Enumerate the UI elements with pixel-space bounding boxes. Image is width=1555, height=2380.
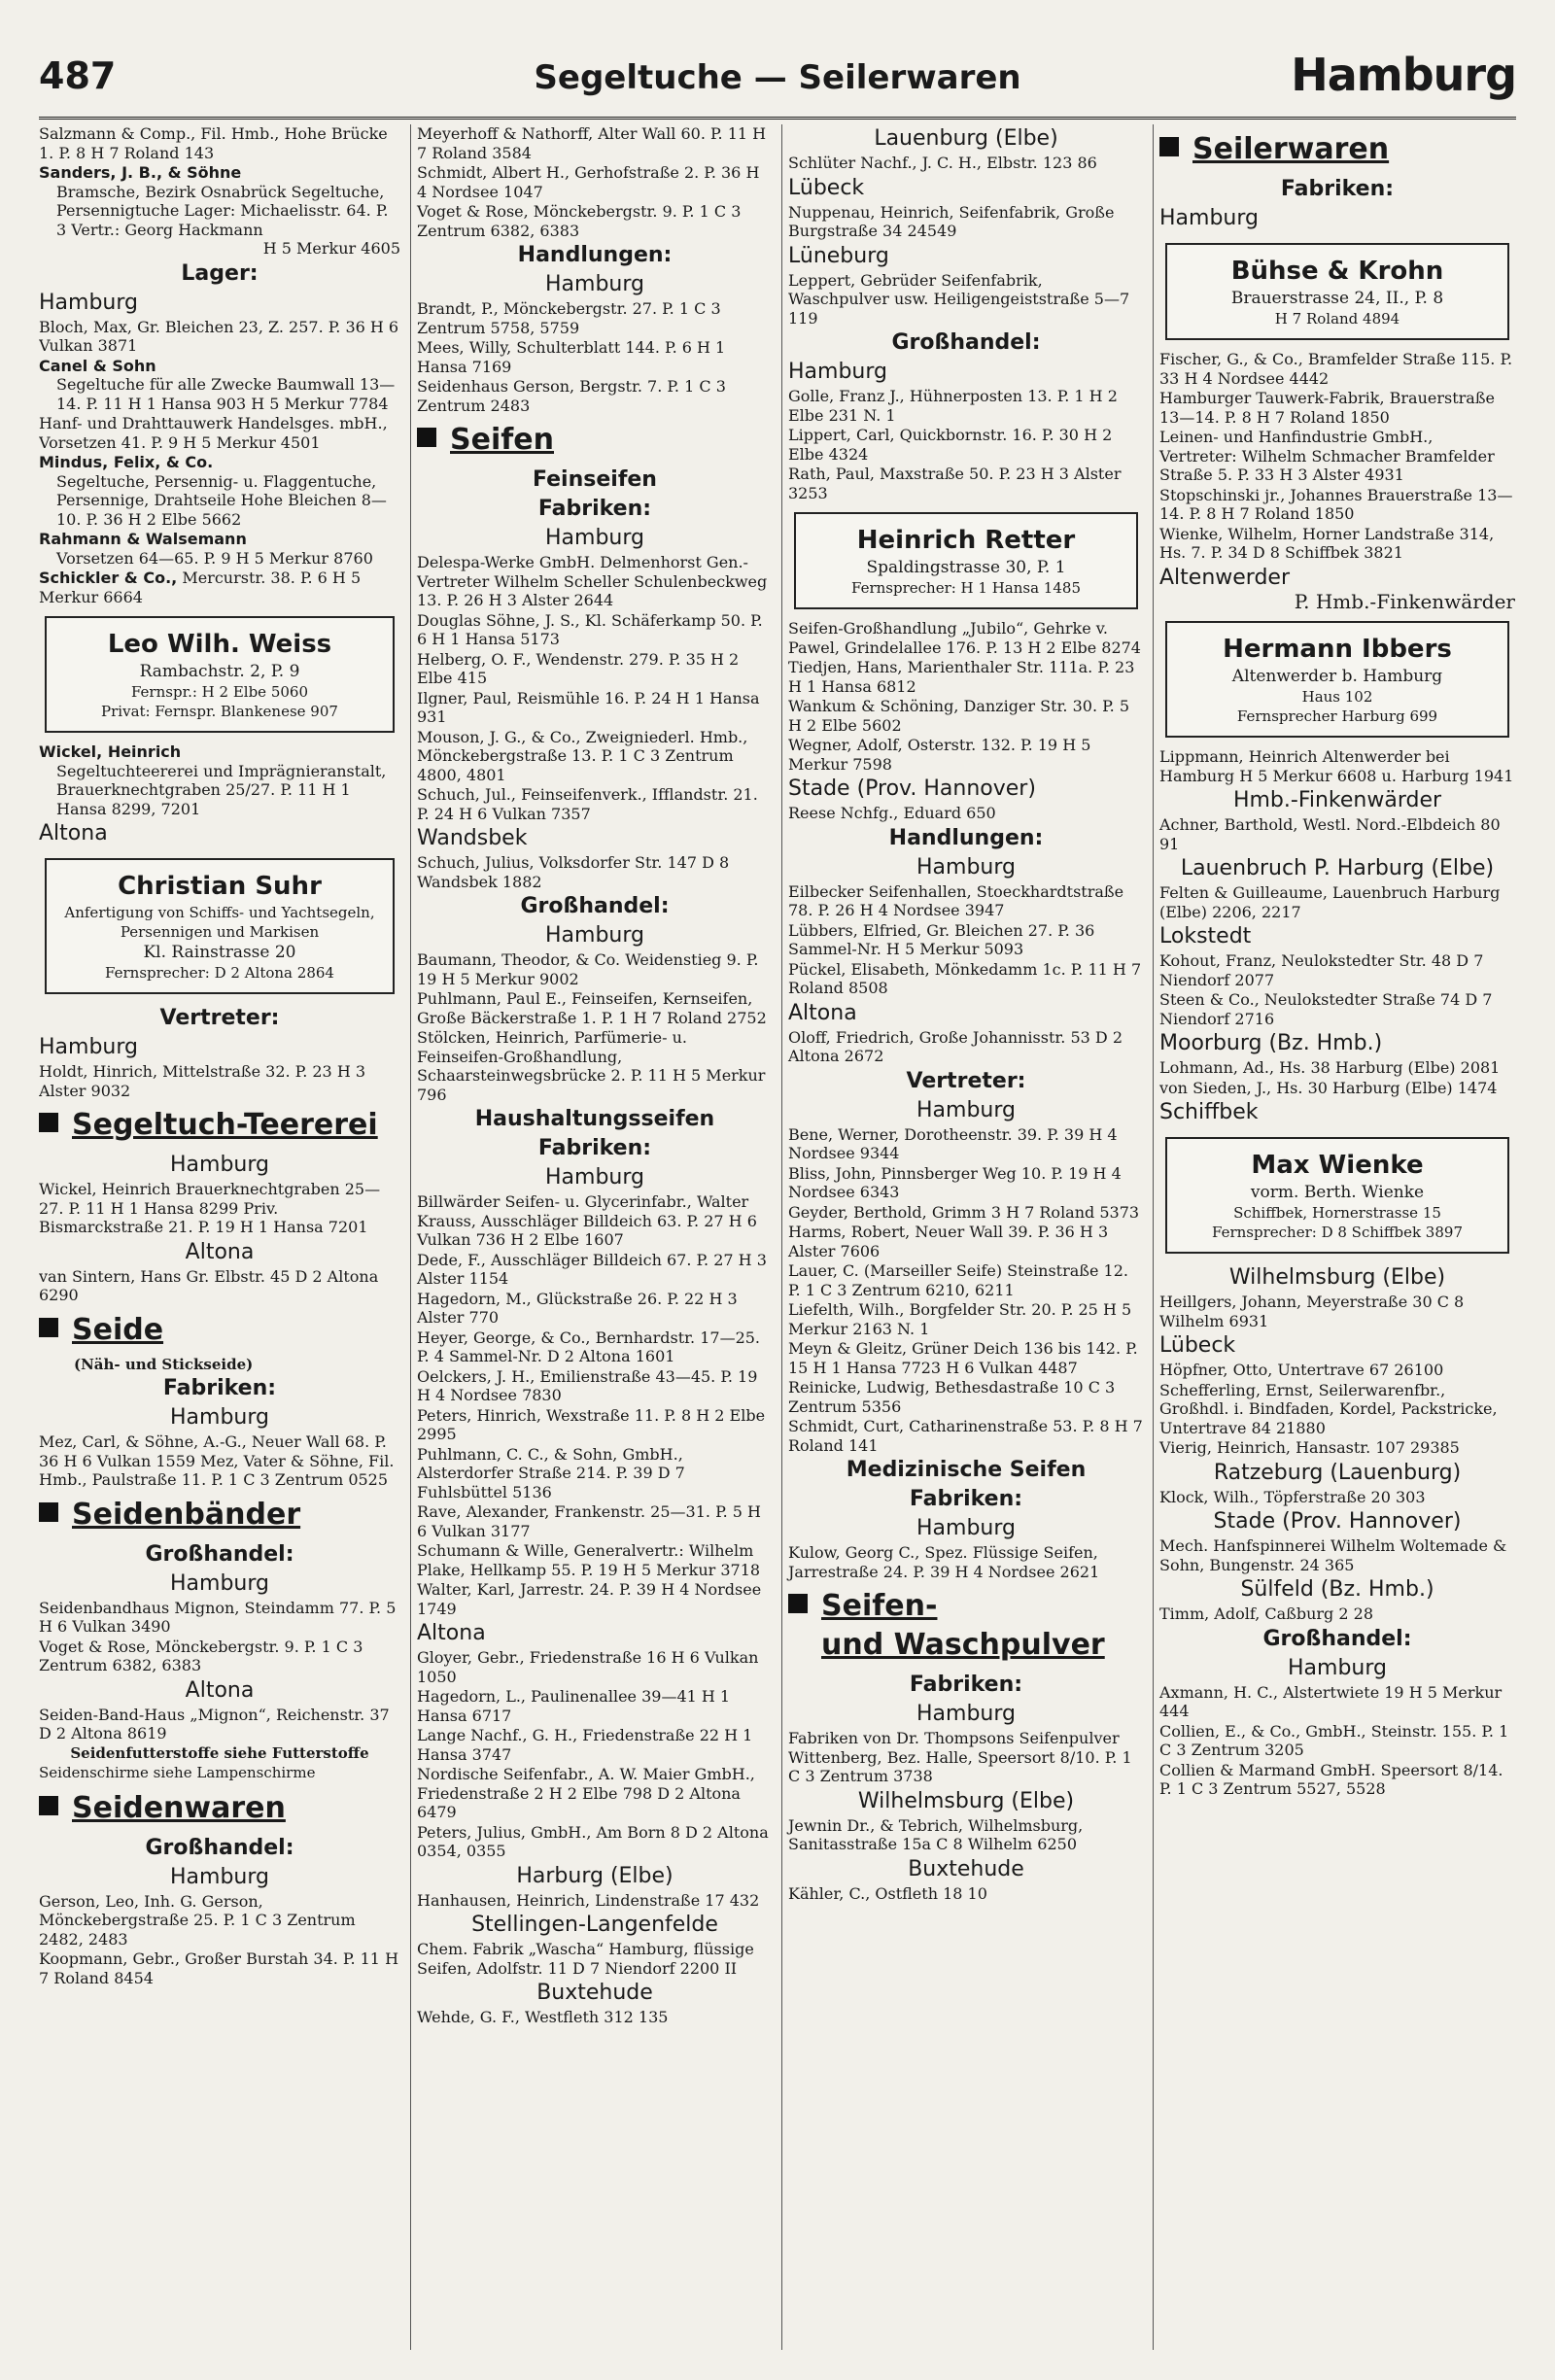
list-item: van Sintern, Hans Gr. Elbstr. 45 D 2 Altona 6290 bbox=[39, 1266, 379, 1304]
subheading: Fabriken: bbox=[909, 1673, 1023, 1697]
subheading: Fabriken: bbox=[162, 1376, 277, 1400]
entry-name: Sanders, J. B., & Söhne bbox=[39, 163, 242, 182]
advert-private: Privat: Fernspr. Blankenese 907 bbox=[101, 703, 338, 720]
list-item: Wehde, G. F., Westfleth 312 135 bbox=[417, 2008, 669, 2026]
list-item: Brandt, P., Mönckebergstr. 27. P. 1 C 3 Zentrum 5758, 5759 bbox=[417, 299, 721, 337]
list-item: Hagedorn, L., Paulinenallee 39—41 H 1 Hansa 6717 bbox=[417, 1687, 731, 1725]
entry-name: Wickel, Heinrich bbox=[39, 742, 182, 761]
place-heading: Schiffbek bbox=[1159, 1100, 1259, 1124]
place-heading: Sülfeld (Bz. Hmb.) bbox=[1240, 1577, 1434, 1602]
square-bullet-icon bbox=[39, 1502, 58, 1522]
list-item: Kulow, Georg C., Spez. Flüssige Seifen, Jarrestraße 24. P. 39 H 4 Nordsee 2621 bbox=[788, 1543, 1100, 1581]
place-heading: Lübeck bbox=[788, 175, 865, 200]
advert-name: Hermann Ibbers bbox=[1223, 635, 1452, 664]
list-item: Lange Nachf., G. H., Friedenstraße 22 H 1 Hansa 3747 bbox=[417, 1726, 753, 1764]
page-number: 487 bbox=[39, 54, 117, 97]
subheading: Haushaltungsseifen bbox=[474, 1107, 715, 1131]
list-item: Rath, Paul, Maxstraße 50. P. 23 H 3 Alster 3253 bbox=[788, 465, 1122, 502]
list-item bbox=[39, 453, 400, 529]
list-item: Oloff, Friedrich, Große Johannisstr. 53 D 2 Altona 2672 bbox=[788, 1027, 1123, 1065]
subheading: Medizinische Seifen bbox=[846, 1458, 1087, 1482]
list-item: Vierig, Heinrich, Hansastr. 107 29385 bbox=[1159, 1438, 1460, 1457]
advert-address: Schiffbek, Hornerstrasse 15 bbox=[1233, 1204, 1441, 1222]
list-item: Hanf- und Drahttauwerk Handelsges. mbH., Vorsetzen 41. P. 9 H 5 Merkur 4501 bbox=[39, 414, 388, 452]
list-item: Leinen- und Hanfindustrie GmbH., Vertreter: Wilhelm Schmacher Bramfelder Straße 5. P. 33 H 3 Alster 4931 bbox=[1159, 428, 1495, 484]
subheading: Großhandel: bbox=[145, 1835, 294, 1860]
cross-reference: Seidenschirme siehe Lampenschirme bbox=[39, 1764, 316, 1781]
place-heading: Lüneburg bbox=[788, 243, 889, 268]
place-heading: Hamburg bbox=[545, 272, 644, 296]
list-item: Eilbecker Seifenhallen, Stoeckhardtstraße 78. P. 26 H 4 Nordsee 3947 bbox=[788, 881, 1124, 919]
list-item: Fabriken von Dr. Thompsons Seifenpulver Wittenberg, Bez. Halle, Speersort 8/10. P. 1 C 3 Zentrum 3738 bbox=[788, 1729, 1132, 1785]
list-item: Pückel, Elisabeth, Mönkedamm 1c. P. 11 H 7 Roland 8508 bbox=[788, 959, 1142, 997]
advert-name: Max Wienke bbox=[1251, 1151, 1424, 1180]
list-item: Rave, Alexander, Frankenstr. 25—31. P. 5 H 6 Vulkan 3177 bbox=[417, 1502, 761, 1540]
entry-text: Segeltuchteererei und Imprägnieranstalt, Brauerknechtgraben 25/27. P. 11 H 1 Hansa 8299, 7201 bbox=[56, 761, 387, 818]
list-item: Schmidt, Curt, Catharinenstraße 53. P. 8 H 7 Roland 141 bbox=[788, 1417, 1143, 1455]
entry-name: Schickler & Co., bbox=[39, 569, 178, 587]
advert-phone: Fernsprecher: D 8 Schiffbek 3897 bbox=[1212, 1224, 1463, 1241]
list-item: Gerson, Leo, Inh. G. Gerson, Mönckebergstraße 25. P. 1 C 3 Zentrum 2482, 2483 bbox=[39, 1891, 356, 1949]
list-item: Leppert, Gebrüder Seifenfabrik, Waschpulver usw. Heiligengeiststraße 5—7 119 bbox=[788, 270, 1130, 328]
column-2 bbox=[410, 124, 773, 2350]
place-heading: Hamburg bbox=[1159, 206, 1259, 230]
advert-box bbox=[1165, 243, 1509, 340]
entry-text: Bramsche, Bezirk Osnabrück Segeltuche, Persennigtuche Lager: Michaelisstr. 64. P. 3 Vertr.: Georg Hackmann bbox=[56, 182, 389, 239]
place-heading: Hamburg bbox=[916, 1702, 1016, 1726]
place-heading: Altona bbox=[185, 1677, 255, 1703]
entry-text: Mercurstr. 38. P. 6 H 5 Merkur 6664 bbox=[39, 569, 362, 606]
place-heading: Hamburg bbox=[170, 1570, 269, 1596]
list-item: Lohmann, Ad., Hs. 38 Harburg (Elbe) 2081 bbox=[1159, 1058, 1501, 1077]
advert-name: Heinrich Retter bbox=[856, 526, 1076, 555]
place-heading: Hamburg bbox=[916, 854, 1016, 880]
list-item: Schuch, Julius, Volksdorfer Str. 147 D 8 Wandsbek 1882 bbox=[417, 853, 730, 891]
place-heading: Hamburg bbox=[545, 923, 644, 948]
entry-text: Segeltuche, Persennig- u. Flaggentuche, Persennige, Drahtseile Hohe Bleichen 8—10. P. 36 H 2 Elbe 5662 bbox=[56, 471, 387, 529]
columns bbox=[39, 124, 1516, 2350]
advert-phone: Fernsprecher Harburg 699 bbox=[1236, 707, 1438, 725]
list-item: Stopschinski jr., Johannes Brauerstraße 13—14. P. 8 H 7 Roland 1850 bbox=[1159, 485, 1513, 523]
list-item: Timm, Adolf, Caßburg 2 28 bbox=[1159, 1604, 1373, 1623]
list-item: Schmidt, Albert H., Gerhofstraße 2. P. 36 H 4 Nordsee 1047 bbox=[417, 163, 760, 201]
subheading: Vertreter: bbox=[906, 1068, 1026, 1093]
list-item: Höpfner, Otto, Untertrave 67 26100 bbox=[1159, 1361, 1444, 1379]
section-heading: Seidenwaren bbox=[39, 1789, 400, 1828]
list-item: Lauer, C. (Marseiller Seife) Steinstraße 12. P. 1 C 3 Zentrum 6210, 6211 bbox=[788, 1261, 1128, 1299]
list-item: Fischer, G., & Co., Bramfelder Straße 115. P. 33 H 4 Nordsee 4442 bbox=[1159, 350, 1513, 388]
list-item: Mez, Carl, & Söhne, A.-G., Neuer Wall 68. P. 36 H 6 Vulkan 1559 Mez, Vater & Söhne, Fil. Hmb., Paulstraße 11. P. 1 C 3 Zentrum 0525 bbox=[39, 1432, 395, 1489]
list-item: Peters, Hinrich, Wexstraße 11. P. 8 H 2 Elbe 2995 bbox=[417, 1405, 766, 1443]
list-item: Harms, Robert, Neuer Wall 39. P. 36 H 3 Alster 7606 bbox=[788, 1223, 1109, 1260]
list-item: Nuppenau, Heinrich, Seifenfabrik, Große Burgstraße 34 24549 bbox=[788, 202, 1115, 240]
list-item: Tiedjen, Hans, Marienthaler Str. 111a. P. 23 H 1 Hansa 6812 bbox=[788, 658, 1135, 696]
list-item: Salzmann & Comp., Fil. Hmb., Hohe Brücke 1. P. 8 H 7 Roland 143 bbox=[39, 124, 388, 162]
page-header bbox=[39, 49, 1516, 120]
advert-text: Anfertigung von Schiffs- und Yachtsegeln, Persennigen und Markisen bbox=[64, 904, 375, 941]
list-item: Bene, Werner, Dorotheenstr. 39. P. 39 H 4 Nordsee 9344 bbox=[788, 1124, 1118, 1162]
subheading: Fabriken: bbox=[1280, 177, 1395, 201]
place-heading: Wilhelmsburg (Elbe) bbox=[857, 1788, 1075, 1813]
column-4 bbox=[1153, 124, 1515, 2350]
list-item: Voget & Rose, Mönckebergstr. 9. P. 1 C 3 Zentrum 6382, 6383 bbox=[417, 202, 742, 240]
list-item: Nordische Seifenfabr., A. W. Maier GmbH., Friedenstraße 2 H 2 Elbe 798 D 2 Altona 6479 bbox=[417, 1765, 755, 1821]
list-item: Seiden-Band-Haus „Mignon“, Reichenstr. 37 D 2 Altona 8619 bbox=[39, 1705, 390, 1742]
square-bullet-icon bbox=[788, 1594, 808, 1613]
advert-box bbox=[1165, 621, 1509, 738]
subheading: Großhandel: bbox=[891, 330, 1041, 355]
place-heading: Altona bbox=[788, 1000, 857, 1025]
subheading: Großhandel: bbox=[1262, 1626, 1412, 1651]
list-item: Hagedorn, M., Glückstraße 26. P. 22 H 3 Alster 770 bbox=[417, 1289, 738, 1327]
advert-name: Leo Wilh. Weiss bbox=[107, 630, 332, 659]
advert-address: Kl. Rainstrasse 20 bbox=[143, 943, 296, 962]
place-heading: Altona bbox=[185, 1239, 255, 1264]
subheading: Fabriken: bbox=[537, 1136, 652, 1160]
place-heading: Lübeck bbox=[1159, 1333, 1236, 1358]
list-item: Seidenhaus Gerson, Bergstr. 7. P. 1 C 3 Zentrum 2483 bbox=[417, 377, 726, 415]
list-item: Schuch, Jul., Feinseifenverk., Ifflandstr. 21. P. 24 H 6 Vulkan 7357 bbox=[417, 785, 758, 823]
list-item: Heillgers, Johann, Meyerstraße 30 C 8 Wilhelm 6931 bbox=[1159, 1293, 1465, 1330]
list-item: Kähler, C., Ostfleth 18 10 bbox=[788, 1883, 987, 1903]
list-item: Klock, Wilh., Töpferstraße 20 303 bbox=[1159, 1487, 1426, 1506]
list-item: Dede, F., Ausschläger Billdeich 67. P. 27 H 3 Alster 1154 bbox=[417, 1250, 767, 1288]
list-item: Meyerhoff & Nathorff, Alter Wall 60. P. 11 H 7 Roland 3584 bbox=[417, 124, 767, 162]
advert-box bbox=[1165, 1137, 1509, 1254]
list-item: Mees, Willy, Schulterblatt 144. P. 6 H 1 Hansa 7169 bbox=[417, 338, 726, 376]
place-heading: Stade (Prov. Hannover) bbox=[788, 776, 1036, 801]
place-heading: Hamburg bbox=[39, 290, 138, 315]
entry-phone: H 5 Merkur 4605 bbox=[262, 239, 400, 258]
subheading: Handlungen: bbox=[517, 243, 673, 267]
list-item: Voget & Rose, Mönckebergstr. 9. P. 1 C 3 Zentrum 6382, 6383 bbox=[39, 1637, 363, 1674]
list-item: Wankum & Schöning, Danziger Str. 30. P. 5 H 2 Elbe 5602 bbox=[788, 697, 1130, 735]
advert-address: Altenwerder b. Hamburg bbox=[1231, 667, 1443, 686]
list-item bbox=[39, 742, 400, 818]
list-item: Wegner, Adolf, Osterstr. 132. P. 19 H 5 Merkur 7598 bbox=[788, 736, 1091, 774]
column-3 bbox=[781, 124, 1144, 2350]
page-title: Segeltuche — Seilerwaren bbox=[534, 58, 1021, 97]
place-heading: Buxtehude bbox=[536, 1981, 653, 2005]
list-item: Golle, Franz J., Hühnerposten 13. P. 1 H 2 Elbe 231 N. 1 bbox=[788, 387, 1118, 425]
square-bullet-icon bbox=[417, 428, 436, 447]
list-item: Jewnin Dr., & Tebrich, Wilhelmsburg, Sanitasstraße 15a C 8 Wilhelm 6250 bbox=[788, 1815, 1084, 1853]
advert-address: Spaldingstrasse 30, P. 1 bbox=[866, 558, 1066, 577]
list-item: Kohout, Franz, Neulokstedter Str. 48 D 7 Niendorf 2077 bbox=[1159, 951, 1484, 989]
list-item: Oelckers, J. H., Emilienstraße 43—45. P. 19 H 4 Nordsee 7830 bbox=[417, 1366, 758, 1404]
place-heading: Wilhelmsburg (Elbe) bbox=[1228, 1265, 1446, 1290]
list-item: Reese Nchfg., Eduard 650 bbox=[788, 804, 996, 822]
place-subheading: P. Hmb.-Finkenwärder bbox=[1294, 589, 1515, 613]
list-item: Lippert, Carl, Quickbornstr. 16. P. 30 H 2 Elbe 4324 bbox=[788, 426, 1113, 464]
entry-name: Mindus, Felix, & Co. bbox=[39, 453, 214, 471]
place-heading: Buxtehude bbox=[908, 1856, 1024, 1881]
advert-name: Bühse & Krohn bbox=[1230, 257, 1444, 286]
section-subtitle: (Näh- und Stickseide) bbox=[74, 1355, 254, 1373]
place-heading: Hamburg bbox=[916, 1097, 1016, 1122]
list-item: Mech. Hanfspinnerei Wilhelm Woltemade & Sohn, Bungenstr. 24 365 bbox=[1159, 1536, 1507, 1574]
section-heading: Segeltuch-Teererei bbox=[39, 1106, 400, 1145]
place-heading: Hamburg bbox=[545, 526, 644, 550]
city-heading: Hamburg bbox=[1291, 49, 1516, 101]
place-heading: Moorburg (Bz. Hmb.) bbox=[1159, 1031, 1383, 1055]
place-heading: Hamburg bbox=[545, 1165, 644, 1190]
place-heading: Hamburg bbox=[916, 1516, 1016, 1540]
entry-text: Vorsetzen 64—65. P. 9 H 5 Merkur 8760 bbox=[56, 548, 373, 568]
place-heading: Hamburg bbox=[170, 1405, 269, 1430]
place-heading: Altona bbox=[39, 821, 108, 845]
list-item: Chem. Fabrik „Wascha“ Hamburg, flüssige Seifen, Adolfstr. 11 D 7 Niendorf 2200 II bbox=[417, 1940, 754, 1978]
list-item bbox=[39, 357, 400, 414]
place-heading: Lokstedt bbox=[1159, 924, 1252, 949]
list-item: Delespa-Werke GmbH. Delmenhorst Gen.-Vertreter Wilhelm Scheller Schulenbeckweg 13. P. 26 H 3 Alster 2644 bbox=[417, 553, 768, 609]
list-item: von Sieden, J., Hs. 30 Harburg (Elbe) 1474 bbox=[1159, 1078, 1498, 1097]
advert-box bbox=[794, 512, 1138, 609]
place-heading: Wandsbek bbox=[417, 826, 528, 850]
list-item: Collien & Marmand GmbH. Speersort 8/14. P. 1 C 3 Zentrum 5527, 5528 bbox=[1159, 1760, 1503, 1798]
place-heading: Altona bbox=[417, 1621, 486, 1645]
advert-box bbox=[45, 616, 395, 733]
place-heading: Ratzeburg (Lauenburg) bbox=[1213, 1460, 1462, 1485]
list-item: Gloyer, Gebr., Friedenstraße 16 H 6 Vulkan 1050 bbox=[417, 1648, 759, 1686]
list-item: Puhlmann, Paul E., Feinseifen, Kernseifen, Große Bäckerstraße 1. P. 1 H 7 Roland 2752 bbox=[417, 989, 767, 1027]
entry-name: Canel & Sohn bbox=[39, 356, 156, 375]
section-heading: Seifen bbox=[417, 421, 773, 460]
list-item: Douglas Söhne, J. S., Kl. Schäferkamp 50. P. 6 H 1 Hansa 5173 bbox=[417, 610, 763, 648]
entry-name: Rahmann & Walsemann bbox=[39, 530, 247, 548]
list-item bbox=[39, 530, 400, 568]
list-item: Hanhausen, Heinrich, Lindenstraße 17 432 bbox=[417, 1890, 760, 1910]
place-heading: Stellingen-Langenfelde bbox=[471, 1913, 718, 1937]
place-heading: Hamburg bbox=[170, 1864, 269, 1889]
list-item: Collien, E., & Co., GmbH., Steinstr. 155. P. 1 C 3 Zentrum 3205 bbox=[1159, 1721, 1509, 1759]
subheading: Vertreter: bbox=[159, 1006, 280, 1030]
list-item: Helberg, O. F., Wendenstr. 279. P. 35 H 2 Elbe 415 bbox=[417, 649, 740, 687]
list-item: Liefelth, Wilh., Borgfelder Str. 20. P. 25 H 5 Merkur 2163 N. 1 bbox=[788, 1300, 1132, 1338]
section-heading: Seifen- und Waschpulver bbox=[788, 1587, 1144, 1665]
column-1 bbox=[39, 124, 400, 2350]
subheading: Fabriken: bbox=[909, 1487, 1023, 1511]
list-item: Seifen-Großhandlung „Jubilo“, Gehrke v. Pawel, Grindelallee 176. P. 13 H 2 Elbe 8274 bbox=[788, 619, 1141, 657]
list-item: Seidenbandhaus Mignon, Steindamm 77. P. 5 H 6 Vulkan 3490 bbox=[39, 1598, 397, 1636]
list-item: Schumann & Wille, Generalvertr.: Wilhelm Plake, Hellkamp 55. P. 19 H 5 Merkur 3718 bbox=[417, 1541, 761, 1579]
place-heading: Lauenbruch P. Harburg (Elbe) bbox=[1180, 856, 1495, 880]
place-heading: Stade (Prov. Hannover) bbox=[1213, 1509, 1462, 1534]
list-item: Puhlmann, C. C., & Sohn, GmbH., Alsterdorfer Straße 214. P. 39 D 7 Fuhlsbüttel 5136 bbox=[417, 1444, 685, 1501]
advert-address: Rambachstr. 2, P. 9 bbox=[139, 662, 300, 681]
subheading: Großhandel: bbox=[520, 894, 670, 918]
advert-house: Haus 102 bbox=[1301, 688, 1373, 706]
list-item: Geyder, Berthold, Grimm 3 H 7 Roland 5373 bbox=[788, 1202, 1140, 1222]
section-heading: Seidenbänder bbox=[39, 1496, 400, 1535]
square-bullet-icon bbox=[39, 1318, 58, 1337]
advert-phone: Fernsprecher: H 1 Hansa 1485 bbox=[850, 579, 1081, 597]
list-item: Koopmann, Gebr., Großer Burstah 34. P. 11 H 7 Roland 8454 bbox=[39, 1949, 399, 1987]
section-heading: Seilerwaren bbox=[1159, 130, 1515, 169]
place-heading: Harburg (Elbe) bbox=[516, 1863, 674, 1888]
list-item: Stölcken, Heinrich, Parfümerie- u. Feinseifen-Großhandlung, Schaarsteinwegsbrücke 2. P. 11 H 5 Merkur 796 bbox=[417, 1028, 766, 1104]
advert-box bbox=[45, 858, 395, 994]
list-item: Hamburger Tauwerk-Fabrik, Brauerstraße 13—14. P. 8 H 7 Roland 1850 bbox=[1159, 389, 1495, 427]
entry-text: Segeltuche für alle Zwecke Baumwall 13—14. P. 11 H 1 Hansa 903 H 5 Merkur 7784 bbox=[56, 375, 396, 413]
list-item: Reinicke, Ludwig, Bethesdastraße 10 C 3 Zentrum 5356 bbox=[788, 1378, 1116, 1416]
list-item: Steen & Co., Neulokstedter Straße 74 D 7 Niendorf 2716 bbox=[1159, 990, 1493, 1028]
list-item: Wickel, Heinrich Brauerknechtgraben 25—27. P. 11 H 1 Hansa 8299 Priv. Bismarckstraße 21. P. 19 H 1 Hansa 7201 bbox=[39, 1180, 381, 1236]
square-bullet-icon bbox=[39, 1796, 58, 1815]
subheading: Lager: bbox=[181, 260, 259, 286]
place-heading: Altenwerder bbox=[1159, 565, 1290, 590]
list-item bbox=[39, 569, 400, 606]
list-item: Ilgner, Paul, Reismühle 16. P. 24 H 1 Hansa 931 bbox=[417, 688, 760, 726]
advert-address: Brauerstrasse 24, II., P. 8 bbox=[1230, 289, 1444, 308]
list-item: Axmann, H. C., Alstertwiete 19 H 5 Merkur 444 bbox=[1159, 1682, 1503, 1720]
list-item: Wienke, Wilhelm, Horner Landstraße 314, Hs. 7. P. 34 D 8 Schiffbek 3821 bbox=[1159, 524, 1495, 562]
list-item: Heyer, George, & Co., Bernhardstr. 17—25. P. 4 Sammel-Nr. D 2 Altona 1601 bbox=[417, 1328, 761, 1365]
square-bullet-icon bbox=[39, 1113, 58, 1132]
square-bullet-icon bbox=[1159, 137, 1179, 156]
list-item: Lübbers, Elfried, Gr. Bleichen 27. P. 36 Sammel-Nr. H 5 Merkur 5093 bbox=[788, 920, 1095, 958]
list-item: Lippmann, Heinrich Altenwerder bei Hamburg H 5 Merkur 6608 u. Harburg 1941 bbox=[1159, 747, 1514, 785]
subheading: Feinseifen bbox=[533, 467, 657, 492]
section-heading: Seide bbox=[39, 1311, 400, 1350]
list-item: Bloch, Max, Gr. Bleichen 23, Z. 257. P. 36 H 6 Vulkan 3871 bbox=[39, 317, 399, 355]
place-heading: Hmb.-Finkenwärder bbox=[1232, 788, 1442, 812]
list-item: Billwärder Seifen- u. Glycerinfabr., Walter Krauss, Ausschläger Billdeich 63. P. 27 H 6 Vulkan 736 H 2 Elbe 1607 bbox=[417, 1192, 757, 1249]
list-item: Mouson, J. G., & Co., Zweigniederl. Hmb., Mönckebergstraße 13. P. 1 C 3 Zentrum 4800, 4801 bbox=[417, 727, 748, 784]
place-heading: Lauenburg (Elbe) bbox=[874, 126, 1058, 151]
list-item: Schefferling, Ernst, Seilerwarenfbr., Großhdl. i. Bindfaden, Kordel, Packstricke, Untertrave 84 21880 bbox=[1159, 1380, 1498, 1437]
place-heading: Hamburg bbox=[788, 360, 887, 384]
place-heading: Hamburg bbox=[39, 1035, 138, 1059]
place-heading: Hamburg bbox=[170, 1153, 269, 1177]
list-item: Baumann, Theodor, & Co. Weidenstieg 9. P. 19 H 5 Merkur 9002 bbox=[417, 950, 759, 988]
subheading: Fabriken: bbox=[537, 497, 652, 521]
place-heading: Hamburg bbox=[1288, 1655, 1387, 1680]
list-item bbox=[39, 163, 400, 259]
list-item: Achner, Barthold, Westl. Nord.-Elbdeich 80 91 bbox=[1159, 815, 1501, 853]
list-item: Schlüter Nachf., J. C. H., Elbstr. 123 86 bbox=[788, 154, 1097, 172]
cross-reference: Seidenfutterstoffe siehe Futterstoffe bbox=[70, 1743, 369, 1762]
advert-line: vorm. Berth. Wienke bbox=[1250, 1183, 1425, 1202]
list-item: Holdt, Hinrich, Mittelstraße 32. P. 23 H 3 Alster 9032 bbox=[39, 1062, 366, 1100]
advert-name: Christian Suhr bbox=[118, 872, 322, 901]
advert-phone: H 7 Roland 4894 bbox=[1274, 310, 1400, 328]
list-item: Peters, Julius, GmbH., Am Born 8 D 2 Altona 0354, 0355 bbox=[417, 1822, 769, 1860]
advert-phone: Fernspr.: H 2 Elbe 5060 bbox=[130, 683, 309, 701]
list-item: Bliss, John, Pinnsberger Weg 10. P. 19 H 4 Nordsee 6343 bbox=[788, 1163, 1122, 1201]
advert-phone: Fernsprecher: D 2 Altona 2864 bbox=[105, 964, 334, 982]
subheading: Handlungen: bbox=[888, 825, 1044, 850]
list-item: Meyn & Gleitz, Grüner Deich 136 bis 142. P. 15 H 1 Hansa 7723 H 6 Vulkan 4487 bbox=[788, 1339, 1138, 1377]
list-item: Felten & Guilleaume, Lauenbruch Harburg (Elbe) 2206, 2217 bbox=[1159, 883, 1501, 921]
list-item: Walter, Karl, Jarrestr. 24. P. 39 H 4 Nordsee 1749 bbox=[417, 1580, 762, 1618]
subheading: Großhandel: bbox=[145, 1541, 294, 1567]
